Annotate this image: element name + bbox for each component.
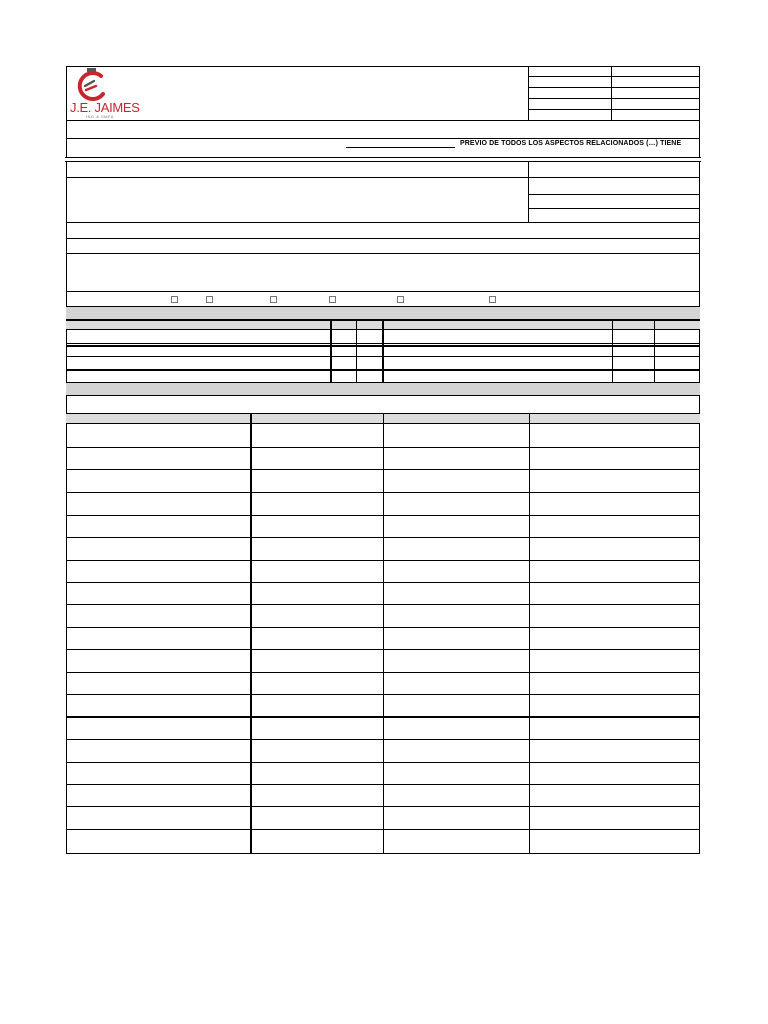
info-row-line-5 xyxy=(66,291,700,292)
section-band-1 xyxy=(66,306,700,320)
table-2-row xyxy=(66,447,700,448)
statement-text: PREVIO DE TODOS LOS ASPECTOS RELACIONADOS (…) TIENE xyxy=(460,140,682,147)
header-grid-divider-1 xyxy=(528,66,529,120)
statement-blank-underline xyxy=(346,147,455,148)
header-grid-divider-2 xyxy=(611,66,612,120)
table-1-col-4 xyxy=(612,320,613,382)
option-checkbox-6[interactable] xyxy=(489,296,496,303)
header-grid-row-3 xyxy=(528,98,700,99)
table-1-col-5 xyxy=(654,320,655,382)
logo-text: J.E. JAIMES xyxy=(70,100,140,115)
info-row-line-3 xyxy=(66,238,700,239)
table-2-row xyxy=(66,694,700,695)
table-1-row-1 xyxy=(66,343,700,344)
header-grid-row-2 xyxy=(528,87,700,88)
header-grid-row-4 xyxy=(528,109,700,110)
option-checkbox-3[interactable] xyxy=(270,296,277,303)
table-2-row xyxy=(66,784,700,785)
info-row-line-1 xyxy=(66,177,700,178)
table-2-col-2 xyxy=(383,413,384,854)
option-checkbox-5[interactable] xyxy=(397,296,404,303)
table-2-row xyxy=(66,739,700,740)
info-right-row-1 xyxy=(528,194,700,195)
table-2-row xyxy=(66,560,700,561)
table-1-row-3 xyxy=(66,356,700,357)
table-2-col-1 xyxy=(250,413,252,854)
table-2-row xyxy=(66,716,700,718)
info-row-line-2 xyxy=(66,222,700,223)
table-1-row-2 xyxy=(66,345,700,347)
table-2-row xyxy=(66,604,700,605)
table-1-col-1 xyxy=(330,320,332,382)
info-row-line-4 xyxy=(66,253,700,254)
table-2-row xyxy=(66,492,700,493)
logo-subtext: ING & SMFA xyxy=(86,114,114,119)
table-2-row xyxy=(66,829,700,830)
table-2-row xyxy=(66,582,700,583)
section-band-2 xyxy=(66,382,700,396)
table-2-row xyxy=(66,806,700,807)
table-1-col-3 xyxy=(382,320,384,382)
table-2-row xyxy=(66,672,700,673)
table-1-col-2 xyxy=(356,320,357,382)
table-2-row xyxy=(66,649,700,650)
table-1-row-4 xyxy=(66,369,700,371)
header-grid-row-1 xyxy=(528,76,700,77)
info-right-row-2 xyxy=(528,208,700,209)
option-checkbox-4[interactable] xyxy=(329,296,336,303)
section-gap xyxy=(65,157,701,162)
option-checkbox-1[interactable] xyxy=(171,296,178,303)
table-2-row xyxy=(66,627,700,628)
table-2-row xyxy=(66,537,700,538)
statement-top-line xyxy=(66,138,700,139)
option-checkbox-2[interactable] xyxy=(206,296,213,303)
info-right-divider xyxy=(528,162,529,222)
logo-icon xyxy=(74,68,112,104)
table-2-col-3 xyxy=(529,413,530,854)
header-bottom-line xyxy=(66,120,700,121)
table-2-row xyxy=(66,515,700,516)
table-2-row xyxy=(66,762,700,763)
table-2-row xyxy=(66,469,700,470)
